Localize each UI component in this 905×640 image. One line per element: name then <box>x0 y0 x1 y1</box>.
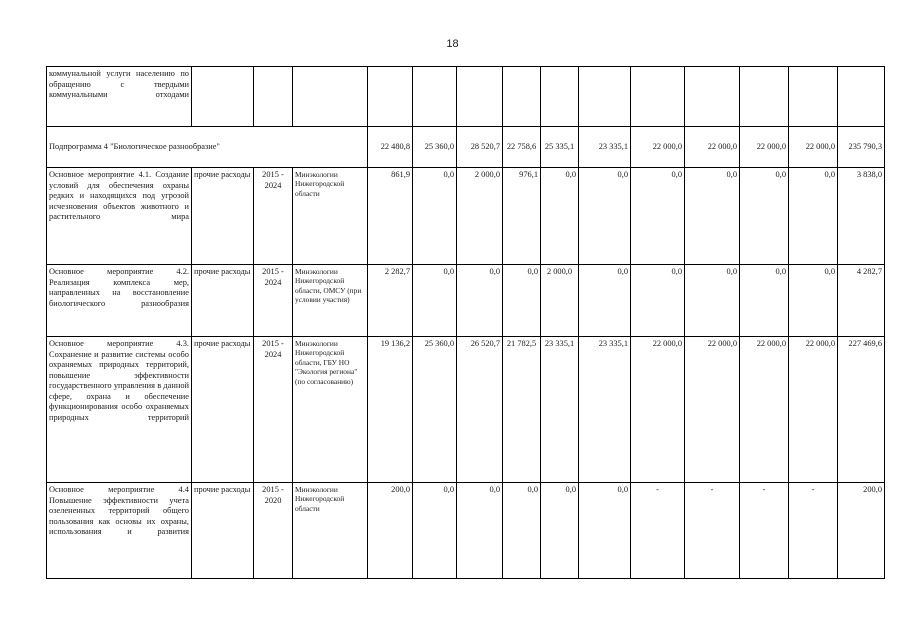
value-cell: 22 000,0 <box>740 127 789 168</box>
value-cell: 200,0 <box>368 483 413 579</box>
table-row <box>47 168 885 265</box>
executor: Минэкологии Нижегородской области, ГБУ НО "Экология региона" (по согласованию) <box>293 337 368 483</box>
total-cell: 227 469,6 <box>838 337 885 483</box>
value-cell: 2 000,0 <box>541 265 579 337</box>
value-cell: - <box>740 483 789 579</box>
continuation-text: коммунальной услуги населению по обращению с твердыми коммунальными отходами <box>47 67 192 127</box>
page-number: 18 <box>446 38 459 50</box>
budget-table <box>46 66 885 579</box>
total-cell: 200,0 <box>838 483 885 579</box>
value-cell: 0,0 <box>789 168 838 265</box>
value-cell: 0,0 <box>457 483 503 579</box>
value-cell: 0,0 <box>579 265 631 337</box>
value-cell: 2 282,7 <box>368 265 413 337</box>
value-cell: 22 000,0 <box>685 337 740 483</box>
expense-type: прочие расходы <box>192 168 254 265</box>
value-cell: 22 000,0 <box>685 127 740 168</box>
total-cell: 3 838,0 <box>838 168 885 265</box>
value-cell: 22 000,0 <box>789 127 838 168</box>
expense-type: прочие расходы <box>192 265 254 337</box>
value-cell: 22 000,0 <box>631 337 685 483</box>
value-cell: 0,0 <box>503 265 541 337</box>
value-cell: 22 480,8 <box>368 127 413 168</box>
executor: Минэкологии Нижегородской области, ОМСУ (при условии участия) <box>293 265 368 337</box>
value-cell: 22 000,0 <box>740 337 789 483</box>
period: 2015 - 2024 <box>254 337 293 483</box>
value-cell: - <box>631 483 685 579</box>
value-cell: 0,0 <box>413 265 457 337</box>
value-cell: 0,0 <box>579 168 631 265</box>
value-cell: 0,0 <box>740 168 789 265</box>
expense-type: прочие расходы <box>192 483 254 579</box>
value-cell: 0,0 <box>789 265 838 337</box>
value-cell: 22 000,0 <box>789 337 838 483</box>
period: 2015 - 2024 <box>254 265 293 337</box>
value-cell: 0,0 <box>541 168 579 265</box>
value-cell: 26 520,7 <box>457 337 503 483</box>
value-cell: 25 335,1 <box>541 127 579 168</box>
value-cell: 0,0 <box>631 168 685 265</box>
period: 2015 - 2024 <box>254 168 293 265</box>
value-cell: 23 335,1 <box>579 127 631 168</box>
value-cell: 23 335,1 <box>579 337 631 483</box>
value-cell: 19 136,2 <box>368 337 413 483</box>
value-cell: - <box>685 483 740 579</box>
value-cell: - <box>789 483 838 579</box>
activity-name: Основное мероприятие 4.3. Сохранение и развитие системы особо охраняемых природных территорий, повышение эффективности государственного управления в данной сфере, охрана и обеспечение функционирования особо охраняемых природных территорий <box>47 337 192 483</box>
table-row <box>47 483 885 579</box>
value-cell: 0,0 <box>503 483 541 579</box>
executor: Минэкологии Нижегородской области <box>293 168 368 265</box>
value-cell: 0,0 <box>685 265 740 337</box>
value-cell: 0,0 <box>457 265 503 337</box>
value-cell: 25 360,0 <box>413 127 457 168</box>
value-cell: 21 782,5 <box>503 337 541 483</box>
value-cell: 28 520,7 <box>457 127 503 168</box>
value-cell: 25 360,0 <box>413 337 457 483</box>
value-cell: 976,1 <box>503 168 541 265</box>
executor: Минэкологии Нижегородской области <box>293 483 368 579</box>
continuation-row <box>47 67 885 127</box>
total-cell: 4 282,7 <box>838 265 885 337</box>
total-cell: 235 790,3 <box>838 127 885 168</box>
table-row <box>47 265 885 337</box>
activity-name: Основное мероприятие 4.2. Реализация комплекса мер, направленных на восстановление биологического разнообразия <box>47 265 192 337</box>
subprogram-title: Подпрограмма 4 "Биологическое разнообразие" <box>47 127 368 168</box>
activity-name: Основное мероприятие 4.4 Повышение эффективности учета озелененных территорий общего пользования как основы их охраны, использования и развития <box>47 483 192 579</box>
value-cell: 0,0 <box>631 265 685 337</box>
value-cell: 0,0 <box>541 483 579 579</box>
activity-name: Основное мероприятие 4.1. Создание условий для обеспечения охраны редких и находящихся под угрозой исчезновения объектов животного и растительного мира <box>47 168 192 265</box>
value-cell: 0,0 <box>740 265 789 337</box>
table-row <box>47 337 885 483</box>
value-cell: 0,0 <box>579 483 631 579</box>
value-cell: 2 000,0 <box>457 168 503 265</box>
value-cell: 23 335,1 <box>541 337 579 483</box>
value-cell: 22 758,6 <box>503 127 541 168</box>
value-cell: 0,0 <box>413 483 457 579</box>
value-cell: 22 000,0 <box>631 127 685 168</box>
value-cell: 0,0 <box>413 168 457 265</box>
value-cell: 0,0 <box>685 168 740 265</box>
subprogram-row <box>47 127 885 168</box>
value-cell: 861,9 <box>368 168 413 265</box>
expense-type: прочие расходы <box>192 337 254 483</box>
period: 2015 - 2020 <box>254 483 293 579</box>
